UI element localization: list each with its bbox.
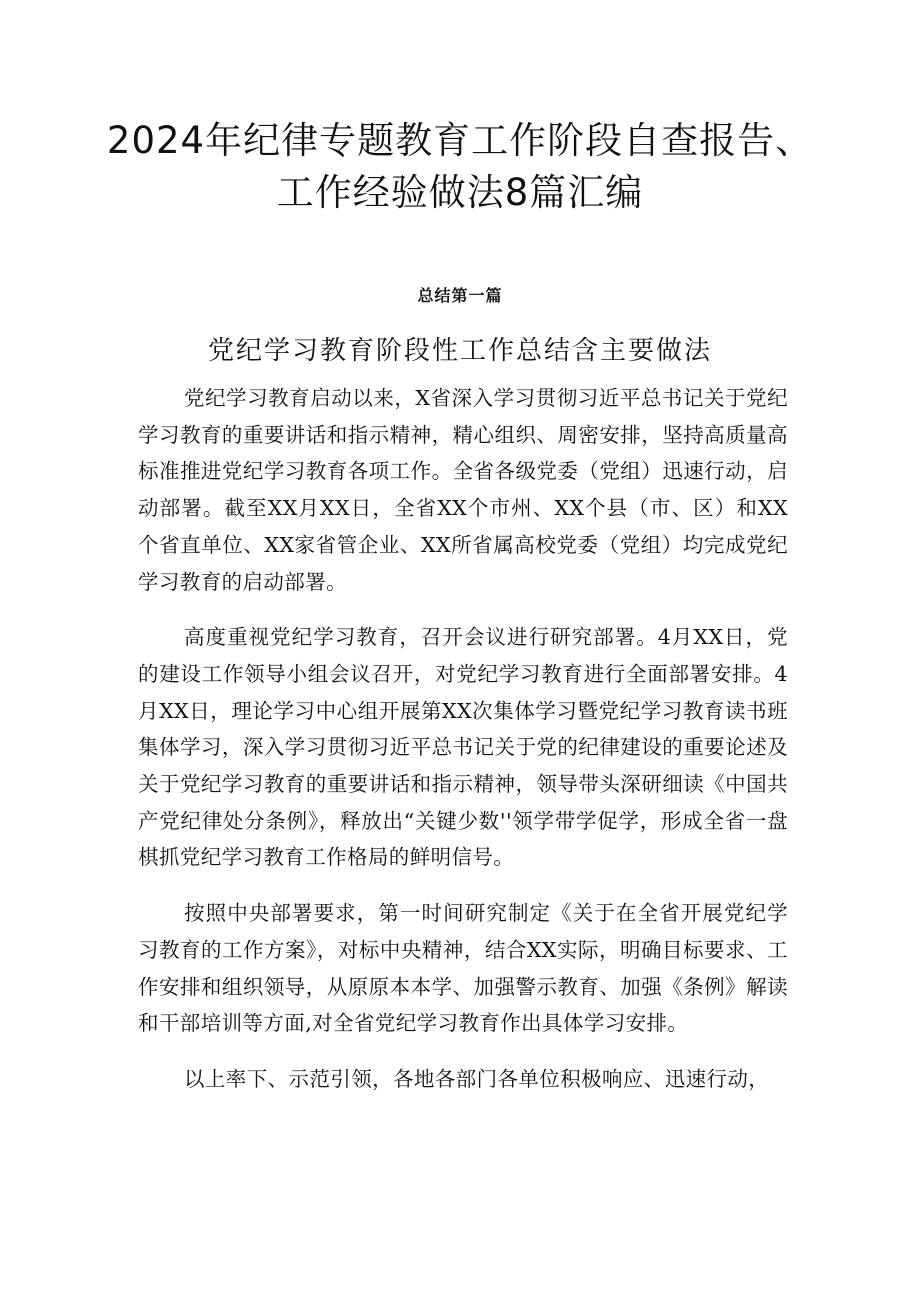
paragraph: 按照中央部署要求，第一时间研究制定《关于在全省开展党纪学习教育的工作方案》，对标中央精神，结合XX实际，明确目标要求、工作安排和组织领导，从原原本本学、加强警示教育、加强《条例》解读和干部培训等方面,对全省党纪学习教育作出具体学习安排。 xyxy=(138,901,788,1036)
paragraph: 高度重视党纪学习教育，召开会议进行研究部署。4月XX日，党的建设工作领导小组会议召开，对党纪学习教育进行全面部署安排。4月XX日，理论学习中心组开展第XX次集体学习暨党纪学习教育读书班集体学习，深入学习贯彻习近平总书记关于党的纪律建设的重要论述及关于党纪学习教育的重要讲话和指示精神，领导带头深研细读《中国共产党纪律处分条例》，释放出“关键少数''领学带学促学，形成全省一盘棋抓党纪学习教育工作格局的鲜明信号。 xyxy=(138,625,788,870)
paragraph: 以上率下、示范引领，各地各部门各单位积极响应、迅速行动， xyxy=(184,1066,770,1091)
body-text xyxy=(138,380,788,1117)
section-label: 总结第一篇 xyxy=(417,286,503,305)
paragraph: 党纪学习教育启动以来，X省深入学习贯彻习近平总书记关于党纪学习教育的重要讲话和指示精神，精心组织、周密安排，坚持高质量高标准推进党纪学习教育各项工作。全省各级党委（党组）迅速行动，启动部署。截至XX月XX日，全省XX个市州、XX个县（市、区）和XX个省直单位、XX家省管企业、XX所省属高校党委（党组）均完成党纪学习教育的启动部署。 xyxy=(138,386,788,594)
document-title-line-2: 工作经验做法8篇汇编 xyxy=(276,171,644,214)
document-title-line-1: 2024年纪律专题教育工作阶段自查报告、 xyxy=(106,119,814,162)
section-subtitle: 党纪学习教育阶段性工作总结含主要做法 xyxy=(207,336,712,366)
